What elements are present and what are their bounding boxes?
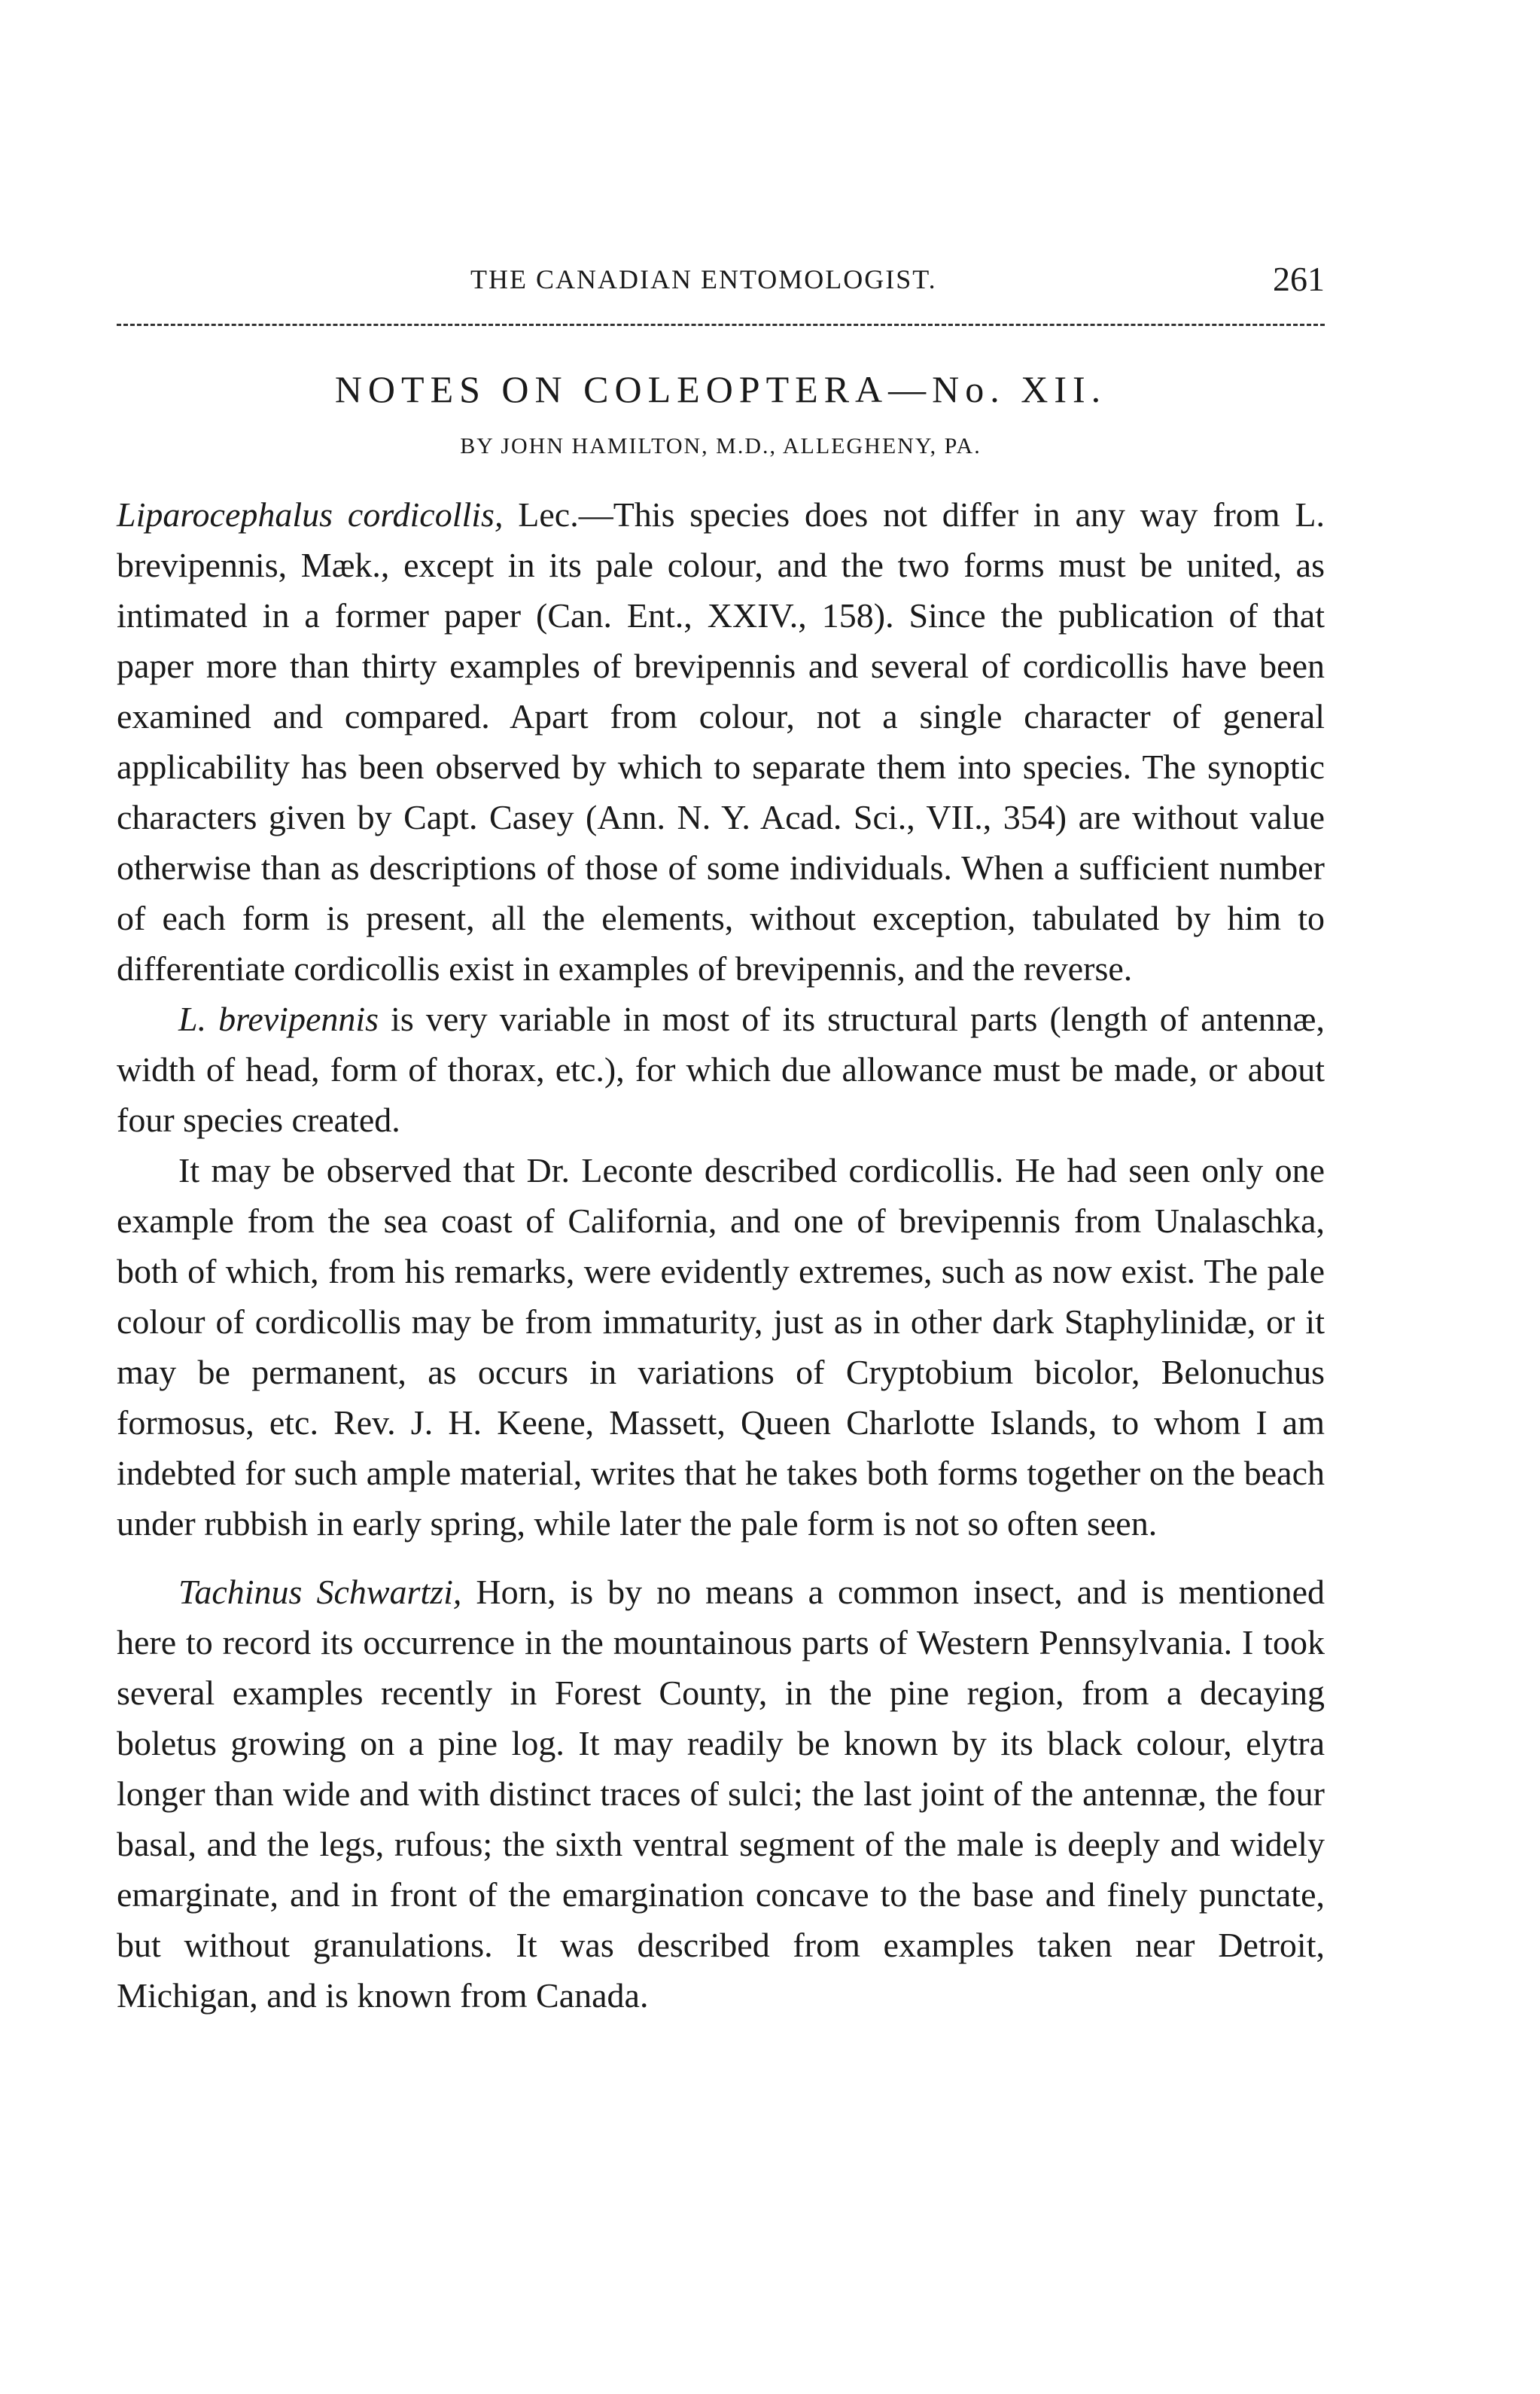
- paragraph: [117, 994, 1325, 1145]
- paragraph: [117, 1145, 1325, 1549]
- byline: BY JOHN HAMILTON, M.D., ALLEGHENY, PA.: [460, 434, 982, 458]
- species-name: L. brevipennis: [178, 1000, 379, 1038]
- article-title: NOTES ON COLEOPTERA—No. XII.: [334, 368, 1107, 410]
- running-title: THE CANADIAN ENTOMOLOGIST.: [470, 264, 937, 294]
- header-rule: [117, 324, 1325, 326]
- paragraph-text: It may be observed that Dr. Leconte described cordicollis. He had seen only one example from the sea coast of California, and one of brevipennis from Unalaschka, both of which, from his remarks, were evidently extremes, such as now exist. The pale colour of cordicollis may be from immaturity, just as in other dark Staphylinidæ, or it may be permanent, as occurs in variations of Cryptobium bicolor, Belonuchus formosus, etc. Rev. J. H. Keene, Massett, Queen Charlotte Islands, to whom I am indebted for such ample material, writes that he takes both forms together on the beach under rubbish in early spring, while later the pale form is not so often seen.: [117, 1151, 1325, 1543]
- paragraph-text: Horn, is by no means a common insect, and is mentioned here to record its occurrence in the mountainous parts of Western Pennsylvania. I took several examples recently in Forest County, in the pine region, from a decaying boletus growing on a pine log. It may readily be known by its black colour, elytra longer than wide and with distinct traces of sulci; the last joint of the antennæ, the four basal, and the legs, rufous; the sixth ventral segment of the male is deeply and widely emarginate, and in front of the emargination concave to the base and finely punctate, but without granulations. It was described from examples taken near Detroit, Michigan, and is known from Canada.: [117, 1573, 1325, 2015]
- page-header: [117, 260, 1325, 309]
- paragraph: [117, 489, 1325, 994]
- paragraph-text: Lec.—This species does not differ in any way from L. brevipennis, Mæk., except in its pale colour, and the two forms must be united, as intimated in a former paper (Can. Ent., XXIV., 158). Since the publication of that paper more than thirty examples of brevipennis and several of cordicollis have been examined and compared. Apart from colour, not a single character of general applicability has been observed by which to separate them into species. The synoptic characters given by Capt. Casey (Ann. N. Y. Acad. Sci., VII., 354) are without value otherwise than as descriptions of those of some individuals. When a sufficient number of each form is present, all the elements, without exception, tabulated by him to differentiate cordicollis exist in examples of brevipennis, and the reverse.: [117, 495, 1325, 988]
- paragraph: [117, 1567, 1325, 2021]
- paragraph-text: is very variable in most of its structural parts (length of antennæ, width of head, form of thorax, etc.), for which due allowance must be made, or about four species created.: [117, 1000, 1325, 1139]
- article-body: [117, 489, 1325, 2021]
- species-name: Tachinus Schwartzi,: [178, 1573, 462, 1611]
- page-number: 261: [1273, 260, 1325, 298]
- species-name: Liparocephalus cordicollis,: [117, 495, 504, 534]
